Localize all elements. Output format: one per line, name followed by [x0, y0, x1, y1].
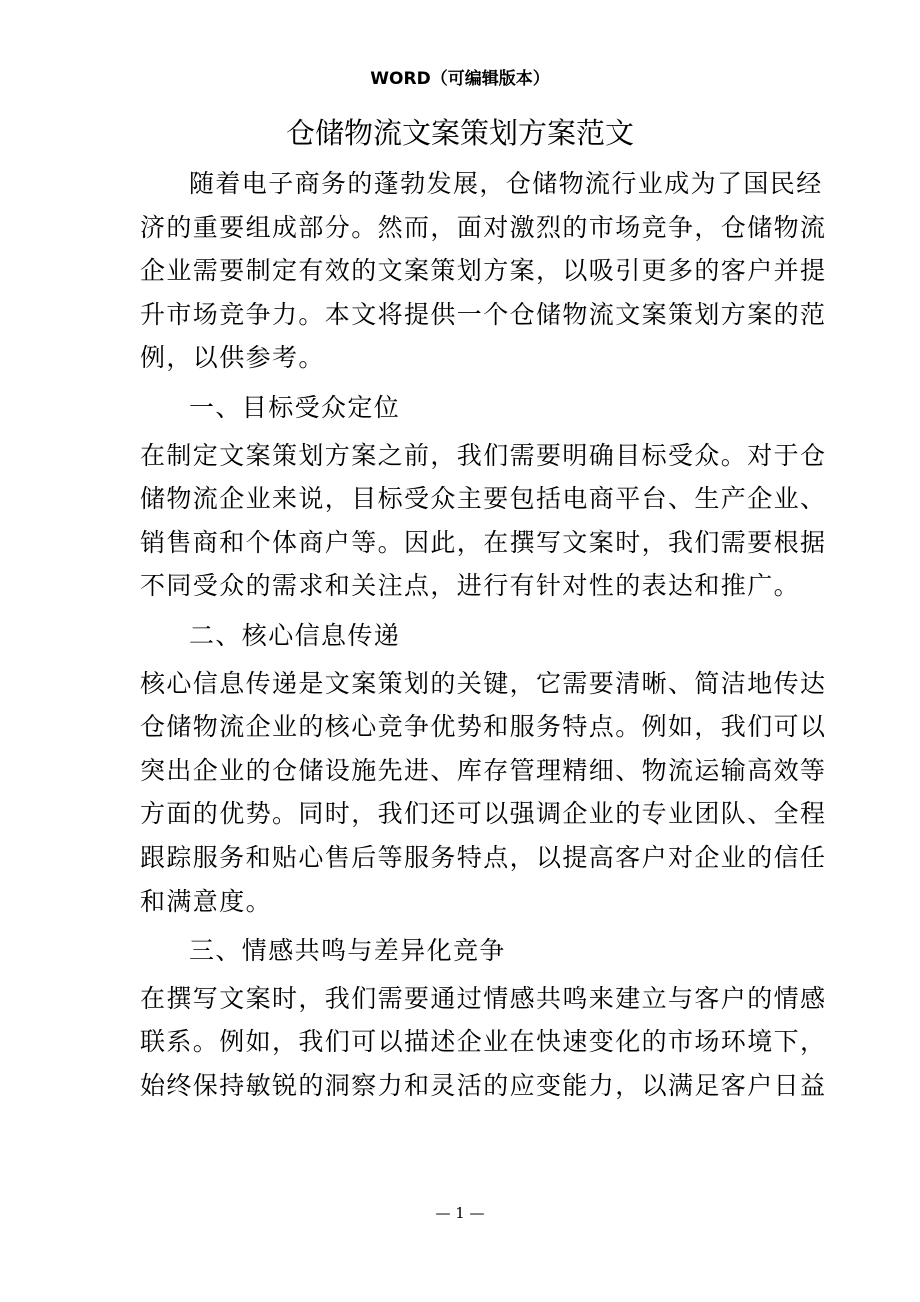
paragraph: [140, 434, 827, 608]
text-line: 和满意度。: [140, 886, 273, 916]
text-line: 不同受众的需求和关注点，进行有针对性的表达和推广。: [140, 571, 801, 601]
paragraph: [140, 162, 827, 380]
text-line: 仓储物流企业的核心竞争优势和服务特点。例如，我们可以: [140, 712, 827, 742]
text-line: 随着电子商务的蓬勃发展，仓储物流行业成为了国民经: [189, 169, 823, 198]
text-line: 始终保持敏锐的洞察力和灵活的应变能力，以满足客户日益: [140, 1070, 827, 1100]
document-title: 仓储物流文案策划方案范文: [285, 116, 634, 150]
section-heading: [140, 386, 790, 430]
text-line: 企业需要制定有效的文案策划方案，以吸引更多的客户并提: [140, 256, 827, 286]
text-line: 储物流企业来说，目标受众主要包括电商平台、生产企业、: [140, 484, 827, 514]
text-line: 联系。例如，我们可以描述企业在快速变化的市场环境下，: [140, 1027, 827, 1057]
section-heading: [140, 929, 790, 973]
text-line: 跟踪服务和贴心售后等服务特点，以提高客户对企业的信任: [140, 842, 827, 872]
text-line: 突出企业的仓储设施先进、库存管理精细、物流运输高效等: [140, 755, 827, 785]
page-number: — 1 —: [435, 1204, 485, 1222]
text-line: 在撰写文案时，我们需要通过情感共鸣来建立与客户的情感: [140, 983, 827, 1013]
text-line: 例，以供参考。: [140, 343, 325, 373]
section-heading: [140, 614, 790, 658]
heading-text: 二、核心信息传递: [189, 620, 401, 650]
paragraph: [140, 662, 827, 924]
heading-text: 一、目标受众定位: [189, 392, 401, 422]
text-line: 核心信息传递是文案策划的关键，它需要清晰、简洁地传达: [140, 668, 827, 698]
document-header: WORD（可编辑版本）: [370, 69, 550, 89]
text-line: 在制定文案策划方案之前，我们需要明确目标受众。对于仓: [140, 440, 827, 470]
text-line: 升市场竞争力。本文将提供一个仓储物流文案策划方案的范: [140, 299, 827, 329]
paragraph: [140, 977, 827, 1108]
text-line: 济的重要组成部分。然而，面对激烈的市场竞争，仓储物流: [140, 212, 827, 242]
heading-text: 三、情感共鸣与差异化竞争: [189, 936, 506, 966]
text-line: 销售商和个体商户等。因此，在撰写文案时，我们需要根据: [140, 527, 827, 557]
text-line: 方面的优势。同时，我们还可以强调企业的专业团队、全程: [140, 799, 827, 829]
document-body: [140, 162, 827, 1107]
